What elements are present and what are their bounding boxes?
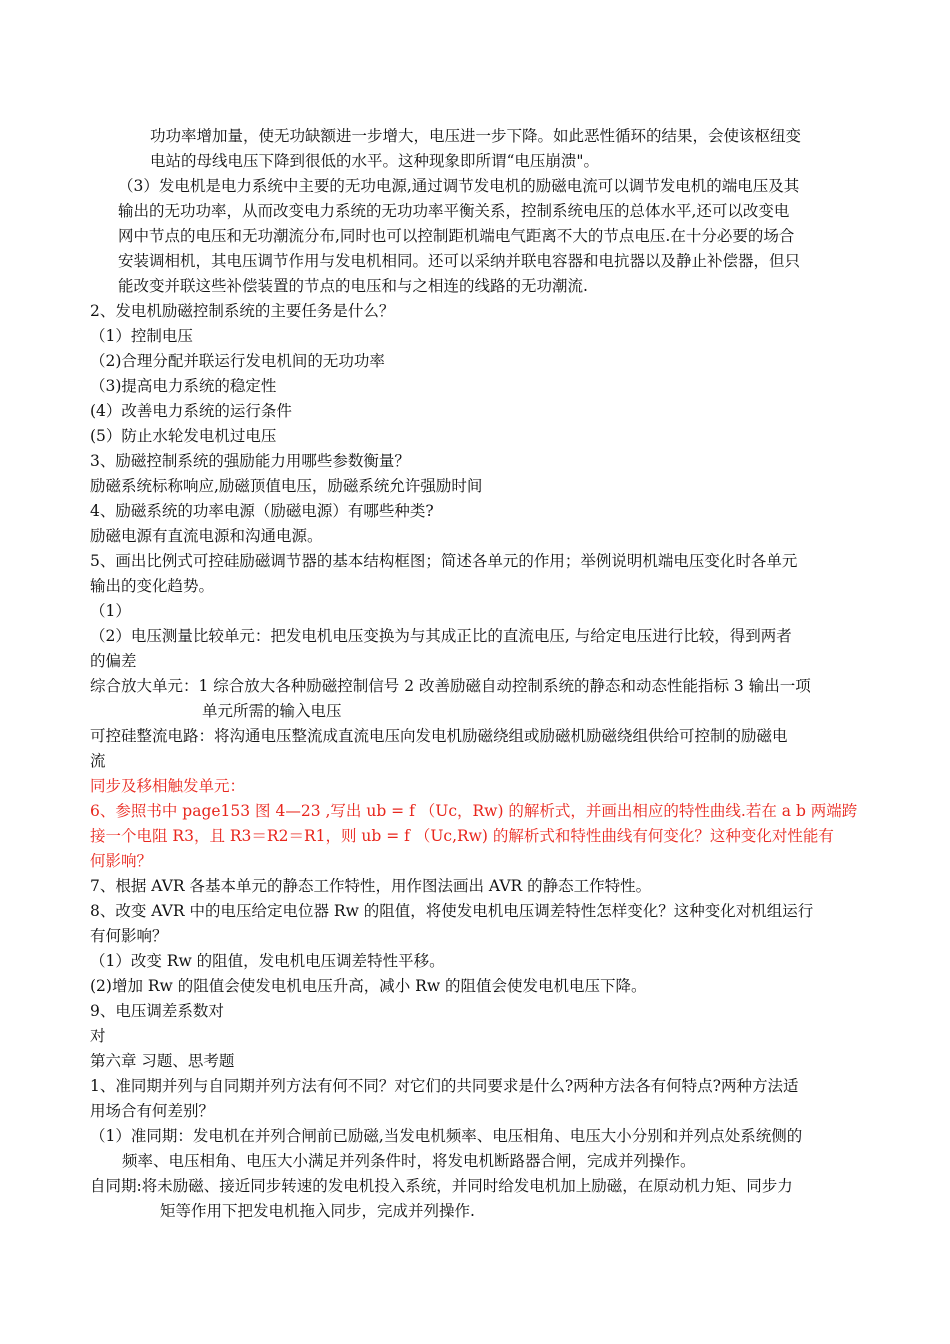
text-line: 第六章 习题、思考题 [90,1052,235,1070]
text-line: 8、改变 AVR 中的电压给定电位器 Rw 的阻值，将使发电机电压调差特性怎样变化？这种变化对机组运行 [90,902,814,920]
text-line: （2）电压测量比较单元：把发电机电压变换为与其成正比的直流电压, 与给定电压进行比较，得到两者 [90,627,792,645]
text-line: 6、参照书中 page153 图 4—23 ,写出 ub = f （Uc，Rw) 的解析式，并画出相应的特性曲线.若在 a b 两端跨 [90,802,858,820]
text-line: 综合放大单元：1 综合放大各种励磁控制信号 2 改善励磁自动控制系统的静态和动态性能指标 3 输出一项 [90,677,811,695]
text-line: 自同期:将未励磁、接近同步转速的发电机投入系统，并同时给发电机加上励磁，在原动机力矩、同步力 [90,1177,793,1195]
text-line: （3)提高电力系统的稳定性 [90,377,277,395]
text-line: 输出的变化趋势。 [90,577,215,595]
text-line: 用场合有何差别？ [90,1102,215,1120]
text-line: 安装调相机，其电压调节作用与发电机相同。还可以采纳并联电容器和电抗器以及静止补偿器，但只 [118,252,801,270]
text-line: (4）改善电力系统的运行条件 [90,402,292,420]
text-line: 4、励磁系统的功率电源（励磁电源）有哪些种类? [90,502,434,520]
text-line: （1）控制电压 [90,327,193,345]
text-line: 矩等作用下把发电机拖入同步，完成并列操作. [160,1202,475,1220]
text-line: （3）发电机是电力系统中主要的无功电源,通过调节发电机的励磁电流可以调节发电机的端电压及其 [118,177,800,195]
text-line: 电站的母线电压下降到很低的水平。这种现象即所谓“电压崩溃"。 [150,152,600,170]
text-line: 9、电压调差系数对 [90,1002,224,1020]
text-line: (5）防止水轮发电机过电压 [90,427,277,445]
text-line: （1）准同期：发电机在并列合闸前已励磁,当发电机频率、电压相角、电压大小分别和并列点处系统侧的 [90,1127,803,1145]
text-line: （2)合理分配并联运行发电机间的无功功率 [90,352,385,370]
text-line: （1）改变 Rw 的阻值，发电机电压调差特性平移。 [90,952,445,970]
text-line: 频率、电压相角、电压大小满足并列条件时，将发电机断路器合闸，完成并列操作。 [122,1152,696,1170]
text-line: 2、发电机励磁控制系统的主要任务是什么？ [90,302,395,320]
text-line: 网中节点的电压和无功潮流分布,同时也可以控制距机端电气距离不大的节点电压.在十分必要的场合 [118,227,795,245]
text-line: 单元所需的输入电压 [202,702,342,720]
text-line: 1、准同期并列与自同期并列方法有何不同？对它们的共同要求是什么?两种方法各有何特点?两种方法适 [90,1077,799,1095]
text-line: 同步及移相触发单元： [90,777,246,795]
text-line: 接一个电阻 R3，且 R3＝R2＝R1，则 ub = f （Uc,Rw) 的解析式和特性曲线有何变化？这种变化对性能有 [90,827,834,845]
text-line: 何影响？ [90,852,153,870]
text-line: 输出的无功功率，从而改变电力系统的无功功率平衡关系，控制系统电压的总体水平,还可以改变电 [118,202,790,220]
text-line: 有何影响？ [90,927,168,945]
text-line: 能改变并联这些补偿装置的节点的电压和与之相连的线路的无功潮流. [118,277,588,295]
text-line: 功功率增加量，使无功缺额进一步增大，电压进一步下降。如此恶性循环的结果，会使该枢纽变 [150,127,802,145]
text-line: 可控硅整流电路：将沟通电压整流成直流电压向发电机励磁绕组或励磁机励磁绕组供给可控制的励磁电 [90,727,788,745]
text-line: 励磁电源有直流电源和沟通电源。 [90,527,323,545]
text-line: 流 [90,752,106,770]
text-line: 对 [90,1027,106,1045]
text-line: 3、励磁控制系统的强励能力用哪些参数衡量？ [90,452,410,470]
text-line: 5、画出比例式可控硅励磁调节器的基本结构框图；简述各单元的作用；举例说明机端电压变化时各单元 [90,552,798,570]
text-line: 7、根据 AVR 各基本单元的静态工作特性，用作图法画出 AVR 的静态工作特性。 [90,877,652,895]
text-line: 励磁系统标称响应,励磁顶值电压，励磁系统允许强励时间 [90,477,483,495]
text-line: (2)增加 Rw 的阻值会使发电机电压升高，减小 Rw 的阻值会使发电机电压下降。 [90,977,647,995]
document-body [90,124,870,1224]
text-line: 的偏差 [90,652,137,670]
text-line: （1） [90,602,131,620]
